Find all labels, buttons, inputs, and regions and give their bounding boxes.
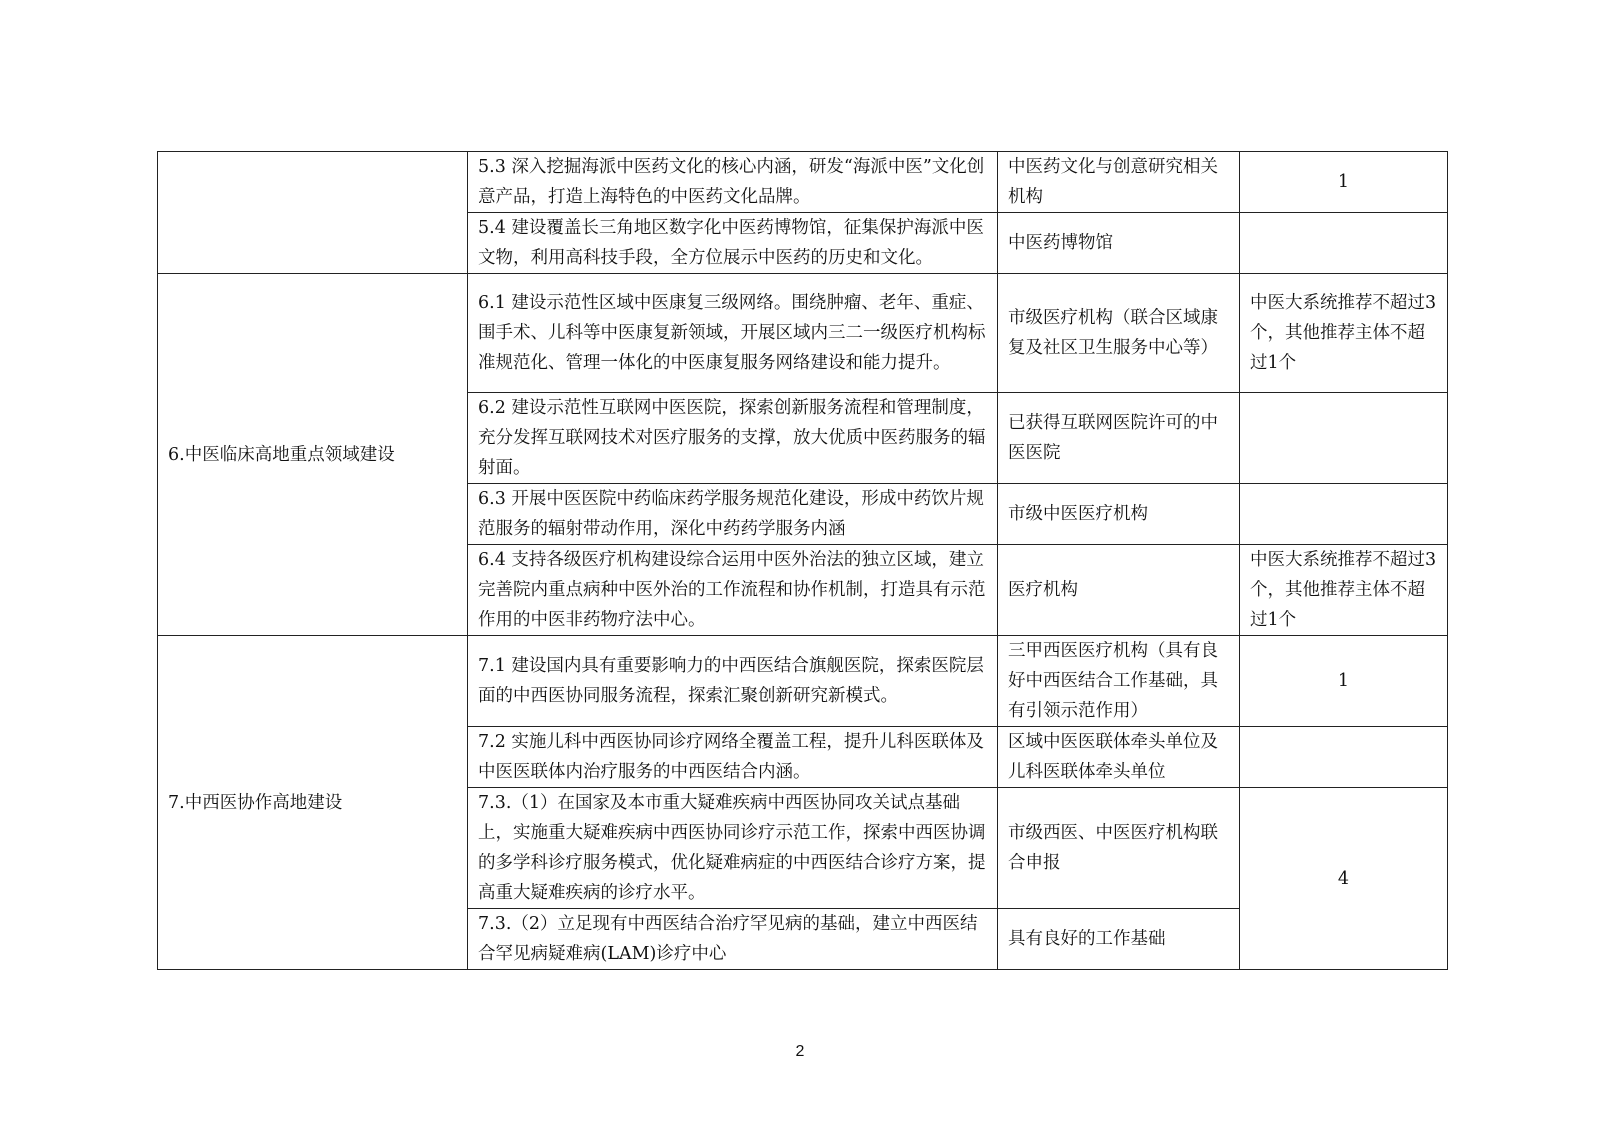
table-row [158, 636, 1448, 727]
item-cell: 5.3 深入挖掘海派中医药文化的核心内涵，研发“海派中医”文化创意产品，打造上海特色的中医药文化品牌。 [468, 152, 998, 213]
quota-cell: 中医大系统推荐不超过3个，其他推荐主体不超过1个 [1240, 545, 1448, 636]
applicant-cell: 已获得互联网医院许可的中医医院 [998, 393, 1240, 484]
quota-cell: 1 [1240, 152, 1448, 213]
applicant-cell: 中医药文化与创意研究相关机构 [998, 152, 1240, 213]
item-cell: 6.4 支持各级医疗机构建设综合运用中医外治法的独立区域，建立完善院内重点病种中医外治的工作流程和协作机制，打造具有示范作用的中医非药物疗法中心。 [468, 545, 998, 636]
applicant-cell: 市级医疗机构（联合区域康复及社区卫生服务中心等） [998, 274, 1240, 393]
table-row [158, 274, 1448, 393]
quota-cell [1240, 213, 1448, 274]
item-cell: 7.3.（2）立足现有中西医结合治疗罕见病的基础，建立中西医结合罕见病疑难病(LAM)诊疗中心 [468, 909, 998, 970]
item-cell: 5.4 建设覆盖长三角地区数字化中医药博物馆，征集保护海派中医文物，利用高科技手段，全方位展示中医药的历史和文化。 [468, 213, 998, 274]
applicant-cell: 三甲西医医疗机构（具有良好中西医结合工作基础，具有引领示范作用） [998, 636, 1240, 727]
category-cell: 6.中医临床高地重点领域建设 [158, 274, 468, 636]
category-cell: 7.中西医协作高地建设 [158, 636, 468, 970]
applicant-cell: 具有良好的工作基础 [998, 909, 1240, 970]
quota-cell [1240, 484, 1448, 545]
item-cell: 6.1 建设示范性区域中医康复三级网络。围绕肿瘤、老年、重症、围手术、儿科等中医康复新领域，开展区域内三二一级医疗机构标准规范化、管理一体化的中医康复服务网络建设和能力提升。 [468, 274, 998, 393]
applicant-cell: 医疗机构 [998, 545, 1240, 636]
quota-cell [1240, 727, 1448, 788]
applicant-cell: 区域中医医联体牵头单位及儿科医联体牵头单位 [998, 727, 1240, 788]
project-table [157, 151, 1448, 970]
item-cell: 6.3 开展中医医院中药临床药学服务规范化建设，形成中药饮片规范服务的辐射带动作用，深化中药药学服务内涵 [468, 484, 998, 545]
applicant-cell: 市级西医、中医医疗机构联合申报 [998, 788, 1240, 909]
quota-cell: 1 [1240, 636, 1448, 727]
quota-cell: 4 [1240, 788, 1448, 970]
quota-cell: 中医大系统推荐不超过3个，其他推荐主体不超过1个 [1240, 274, 1448, 393]
applicant-cell: 市级中医医疗机构 [998, 484, 1240, 545]
item-cell: 7.1 建设国内具有重要影响力的中西医结合旗舰医院，探索医院层面的中西医协同服务流程，探索汇聚创新研究新模式。 [468, 636, 998, 727]
quota-cell [1240, 393, 1448, 484]
page-number: 2 [795, 1043, 805, 1060]
applicant-cell: 中医药博物馆 [998, 213, 1240, 274]
table-row [158, 152, 1448, 213]
item-cell: 7.3.（1）在国家及本市重大疑难疾病中西医协同攻关试点基础上，实施重大疑难疾病中西医协同诊疗示范工作，探索中西医协调的多学科诊疗服务模式，优化疑难病症的中西医结合诊疗方案，提高重大疑难疾病的诊疗水平。 [468, 788, 998, 909]
category-cell [158, 152, 468, 274]
item-cell: 6.2 建设示范性互联网中医医院，探索创新服务流程和管理制度，充分发挥互联网技术对医疗服务的支撑，放大优质中医药服务的辐射面。 [468, 393, 998, 484]
item-cell: 7.2 实施儿科中西医协同诊疗网络全覆盖工程，提升儿科医联体及中医医联体内治疗服务的中西医结合内涵。 [468, 727, 998, 788]
